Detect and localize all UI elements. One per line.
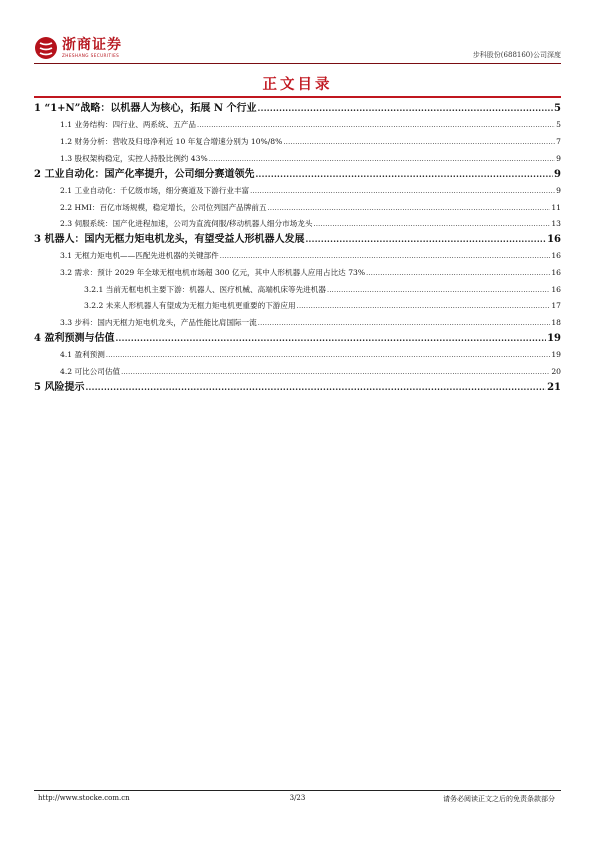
brand-name-cn: 浙商证券 — [62, 36, 122, 53]
toc-entry[interactable] — [34, 366, 561, 377]
report-title: 步科股份(688160)公司深度 — [472, 51, 561, 59]
toc-leader-dots — [209, 154, 555, 163]
toc-leader-dots — [305, 234, 546, 245]
toc-entry[interactable] — [34, 267, 561, 278]
toc-entry-page: 17 — [551, 301, 561, 310]
toc-entry[interactable] — [34, 119, 561, 130]
toc-entry-page: 13 — [551, 219, 561, 228]
toc-leader-dots — [255, 169, 553, 180]
toc-entry[interactable] — [34, 230, 561, 245]
toc-entry[interactable] — [34, 218, 561, 229]
toc-entry-label: 3.2 需求：预计 2029 年全球无框电机市场超 300 亿元，其中人形机器人应用占比达 73% — [60, 268, 366, 277]
toc-entry-label: 3.1 无框力矩电机——匹配先进机器的关键部件 — [60, 251, 219, 260]
toc-entry-label: 1.3 股权架构稳定，实控人持股比例约 43% — [60, 154, 208, 163]
toc-entry-page: 16 — [551, 251, 561, 260]
toc-heading: 正文目录 — [262, 77, 333, 93]
toc-entry-label: 2 工业自动化：国产化率提升，公司细分赛道领先 — [34, 169, 255, 180]
toc-leader-dots — [121, 367, 550, 376]
page-number: 3/23 — [289, 794, 306, 802]
toc-entry[interactable] — [34, 317, 561, 328]
toc-entry[interactable] — [34, 349, 561, 360]
company-logo — [34, 36, 122, 60]
toc-entry-label: 4 盈利预测与估值 — [34, 333, 115, 344]
toc-entry-page: 9 — [554, 169, 561, 180]
toc-entry[interactable] — [34, 250, 561, 261]
toc-entry[interactable] — [34, 329, 561, 344]
toc-leader-dots — [283, 137, 555, 146]
toc-entry-label: 3.2.2 未来人形机器人有望成为无框力矩电机更重要的下游应用 — [84, 301, 296, 310]
logo-emblem-icon — [34, 36, 58, 60]
toc-leader-dots — [250, 186, 555, 195]
toc-entry-page: 11 — [551, 203, 561, 212]
toc-entry[interactable] — [34, 99, 561, 114]
footer-divider — [34, 790, 561, 791]
toc-entry-label: 1 “1+N”战略：以机器人为核心，拓展 N 个行业 — [34, 103, 257, 114]
toc-entry-label: 3.3 步科：国内无框力矩电机龙头，产品性能比肩国际一流 — [60, 318, 257, 327]
toc-entry[interactable] — [34, 202, 561, 213]
toc-entry-page: 20 — [551, 367, 561, 376]
toc-top-rule — [34, 96, 561, 98]
toc-entry-label: 4.1 盈利预测 — [60, 350, 105, 359]
toc-entry-page: 9 — [556, 154, 561, 163]
toc-entry-page: 5 — [554, 103, 561, 114]
toc-leader-dots — [220, 251, 551, 260]
toc-entry-label: 2.3 伺服系统：国产化进程加速，公司为直流伺服/移动机器人细分市场龙头 — [60, 219, 313, 228]
toc-leader-dots — [106, 350, 550, 359]
toc-entry[interactable] — [34, 136, 561, 147]
toc-entry-page: 5 — [556, 120, 561, 129]
footer-url-link[interactable]: http://www.stocke.com.cn — [38, 794, 130, 802]
toc-entry[interactable] — [34, 284, 561, 295]
toc-entry[interactable] — [34, 165, 561, 180]
toc-leader-dots — [258, 318, 551, 327]
toc-leader-dots — [197, 120, 555, 129]
toc-leader-dots — [313, 219, 550, 228]
toc-leader-dots — [268, 203, 551, 212]
toc-entry-label: 1.1 业务结构：四行业、两系统、五产品 — [60, 120, 196, 129]
toc-entry[interactable] — [34, 153, 561, 164]
brand-name-en: ZHESHANG SECURITIES — [62, 52, 120, 58]
disclaimer-note: 请务必阅读正文之后的免责条款部分 — [443, 795, 555, 803]
header-divider — [34, 63, 561, 64]
toc-entry-page: 7 — [556, 137, 561, 146]
toc-entry-page: 16 — [547, 234, 561, 245]
toc-entry-page: 19 — [547, 333, 561, 344]
toc-entry[interactable] — [34, 378, 561, 393]
page-header — [34, 36, 561, 68]
toc-leader-dots — [85, 382, 546, 393]
toc-entry-page: 19 — [551, 350, 561, 359]
toc-entry[interactable] — [34, 185, 561, 196]
toc-leader-dots — [258, 103, 554, 114]
toc-entry-label: 3 机器人：国内无框力矩电机龙头，有望受益人形机器人发展 — [34, 234, 305, 245]
toc-leader-dots — [115, 333, 546, 344]
toc-leader-dots — [366, 268, 550, 277]
toc-entry-page: 21 — [547, 382, 561, 393]
toc-entry-label: 2.2 HMI：百亿市场规模，稳定增长，公司位列国产品牌前五 — [60, 203, 267, 212]
toc-entry-label: 4.2 可比公司估值 — [60, 367, 121, 376]
toc-leader-dots — [297, 301, 551, 310]
toc-entry-label: 3.2.1 当前无框电机主要下游：机器人、医疗机械、高端机床等先进机器 — [84, 285, 326, 294]
toc-entry-label: 1.2 财务分析：营收及归母净利近 10 年复合增速分别为 10%/8% — [60, 137, 283, 146]
toc-leader-dots — [327, 285, 550, 294]
toc-entry-page: 16 — [551, 285, 561, 294]
toc-entry-page: 18 — [551, 318, 561, 327]
toc-entry-page: 9 — [556, 186, 561, 195]
toc-entry-label: 5 风险提示 — [34, 382, 85, 393]
toc-entry-label: 2.1 工业自动化：千亿级市场，细分赛道及下游行业丰富 — [60, 186, 250, 195]
toc-entry[interactable] — [34, 300, 561, 311]
toc-entry-page: 16 — [551, 268, 561, 277]
